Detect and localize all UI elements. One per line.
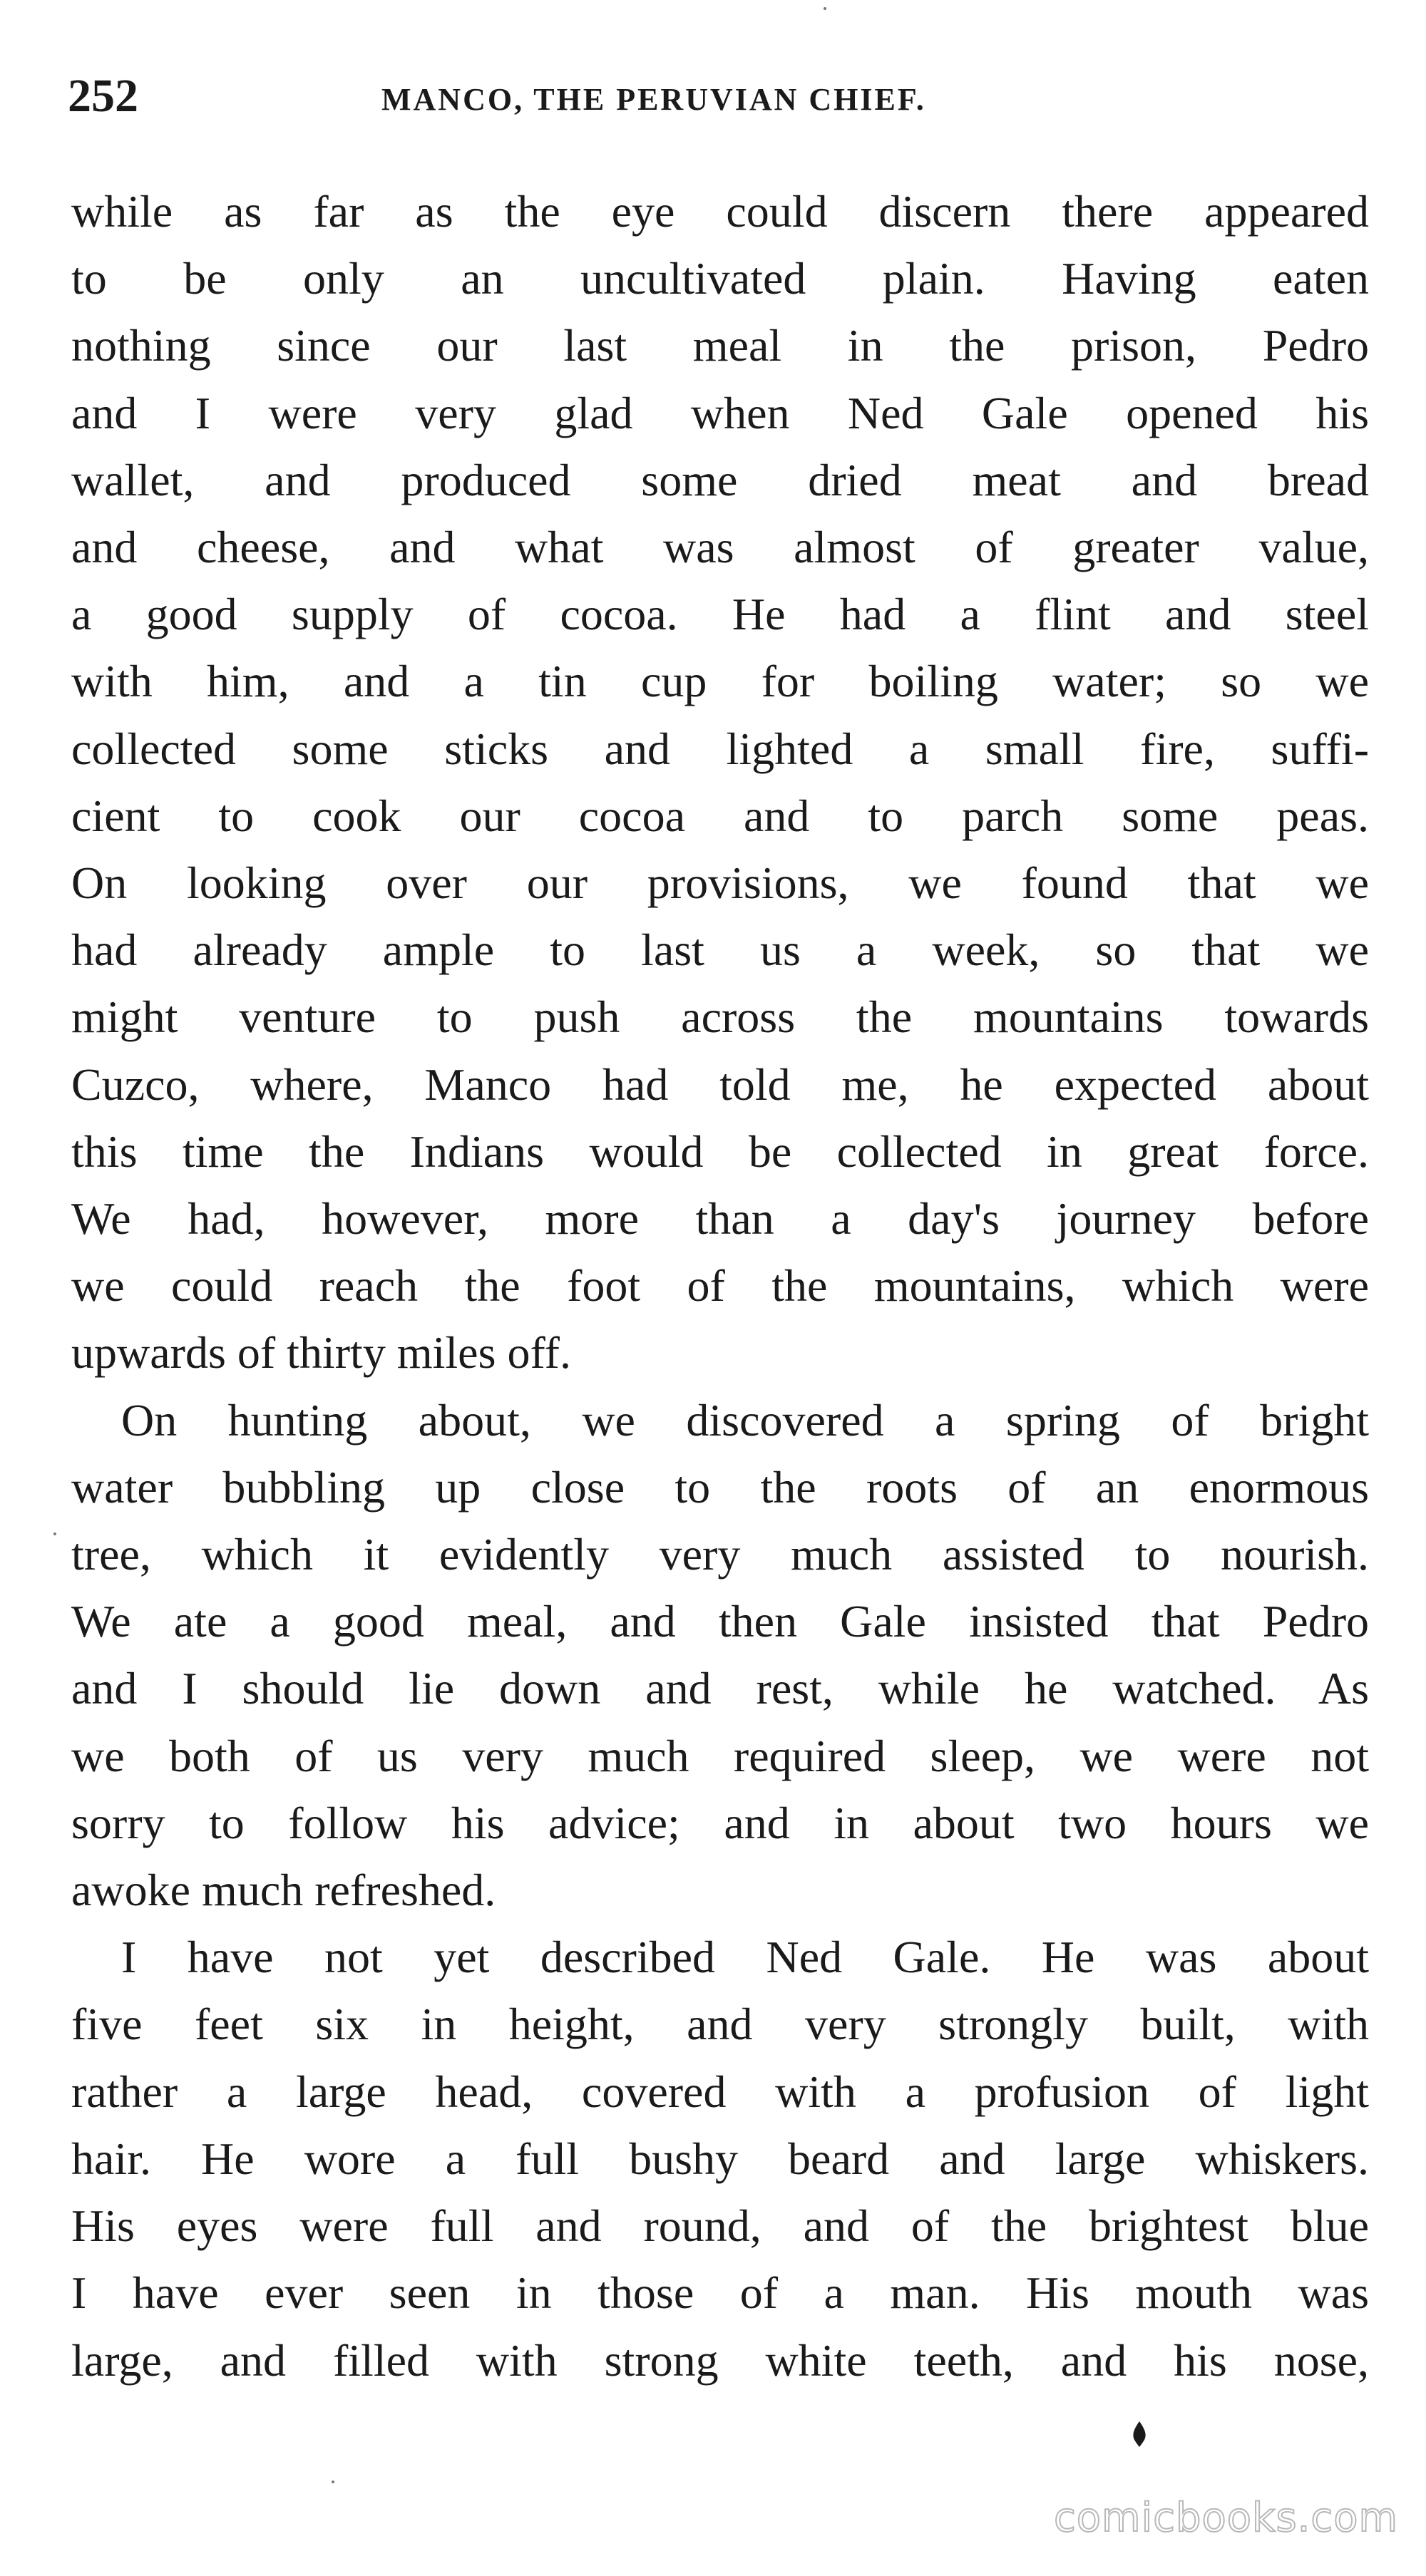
text-line: large, and filled with strong white teeth, and his nose, [71,2334,1369,2386]
text-line: rather a large head, covered with a profusion of light [71,2066,1369,2117]
paragraph-1 [71,178,1369,1387]
ink-drop-ornament-icon [1130,2420,1149,2448]
text-line: His eyes were full and round, and of the brightest blue [71,2200,1369,2252]
text-line: awoke much refreshed. [71,1865,496,1916]
page-header [68,64,1369,150]
text-line: might venture to push across the mountains towards [71,991,1369,1043]
text-line: cient to cook our cocoa and to parch some peas. [71,790,1369,841]
text-line: to be only an uncultivated plain. Having eaten [71,253,1369,304]
text-line: and cheese, and what was almost of greater value, [71,522,1369,573]
text-line: collected some sticks and lighted a small fire, suffi- [71,723,1369,774]
text-line: this time the Indians would be collected in great force. [71,1125,1369,1177]
text-line: tree, which it evidently very much assisted to nourish. [71,1529,1369,1580]
text-line: we could reach the foot of the mountains, which were [71,1260,1369,1312]
text-line: We ate a good meal, and then Gale insisted that Pedro [71,1596,1369,1647]
paper-speck [53,1532,56,1535]
text-line: nothing since our last meal in the prison, Pedro [71,320,1369,371]
paragraph-2 [71,1387,1369,1925]
paper-speck [824,7,826,10]
text-line: we both of us very much required sleep, we were not [71,1730,1369,1781]
text-line: sorry to follow his advice; and in about two hours we [71,1797,1369,1848]
text-line: a good supply of cocoa. He had a flint and steel [71,589,1369,640]
paper-speck [332,2480,334,2483]
text-line: Cuzco, where, Manco had told me, he expected about [71,1058,1369,1110]
text-line: On looking over our provisions, we found that we [71,857,1369,909]
text-line: On hunting about, we discovered a spring of bright [121,1394,1369,1446]
text-line: while as far as the eye could discern there appeared [71,186,1369,237]
body-text [71,178,1369,2394]
text-line: We had, however, more than a day's journey before [71,1193,1369,1245]
text-line: upwards of thirty miles off. [71,1327,571,1379]
text-line: water bubbling up close to the roots of an enormous [71,1461,1369,1513]
paragraph-3 [71,1924,1369,2394]
text-line: and I should lie down and rest, while he watched. As [71,1663,1369,1714]
text-line: I have ever seen in those of a man. His mouth was [71,2267,1369,2319]
page-number: 252 [68,70,138,122]
text-line: wallet, and produced some dried meat and bread [71,454,1369,505]
text-line: and I were very glad when Ned Gale opened his [71,387,1369,438]
text-line: five feet six in height, and very strongly built, with [71,1999,1369,2050]
text-line: with him, and a tin cup for boiling water; so we [71,656,1369,707]
text-line: I have not yet described Ned Gale. He was about [121,1932,1369,1983]
running-title: MANCO, THE PERUVIAN CHIEF. [381,82,926,117]
text-line: hair. He wore a full bushy beard and large whiskers. [71,2133,1369,2184]
watermark: comicbooks.com [1054,2495,1399,2541]
text-line: had already ample to last us a week, so that we [71,924,1369,976]
